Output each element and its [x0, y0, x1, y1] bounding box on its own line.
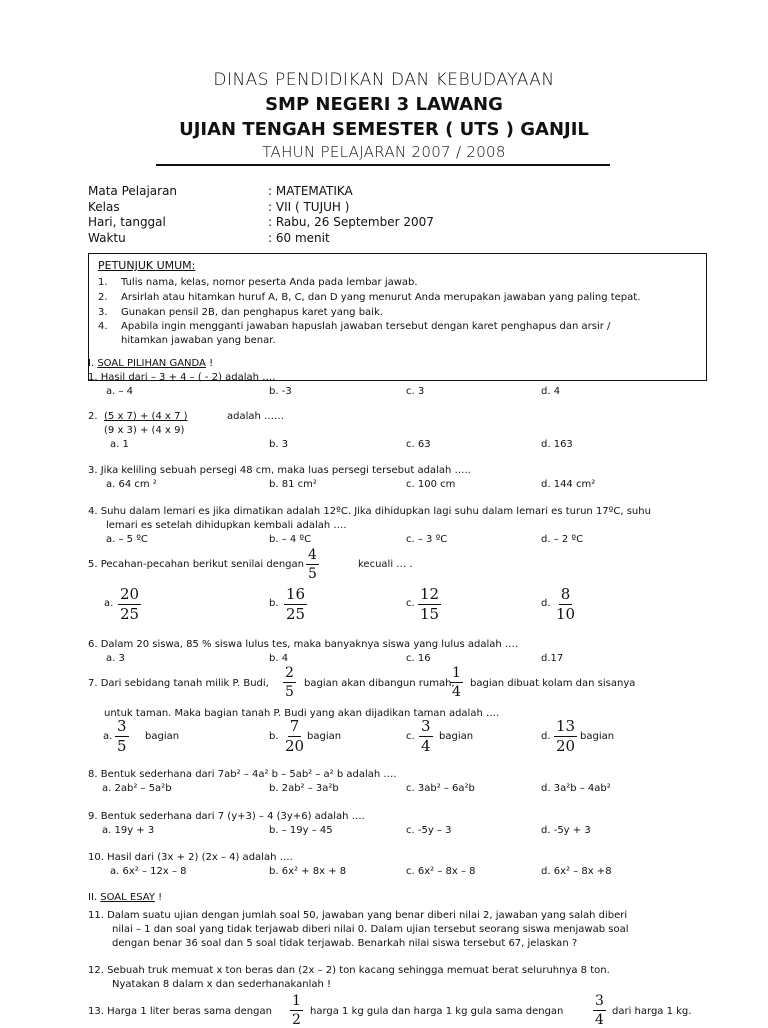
q8-option-d: d. 3a²b – 4ab²	[541, 783, 611, 794]
question-12-line-1: 12. Sebuah truk memuat x ton beras dan (2x – 2) ton kacang sehingga memuat berat seluruhnya 8 ton.	[88, 965, 610, 976]
question-12-line-2: Nyatakan 8 dalam x dan sederhanakanlah !	[112, 979, 332, 990]
fraction-numerator: 1	[292, 993, 301, 1009]
fraction-numerator: 8	[560, 585, 571, 603]
q7-option-a-text: bagian	[145, 731, 180, 742]
question-5-fraction	[306, 548, 319, 581]
fraction-denominator: 25	[120, 605, 140, 623]
q2-option-b: b. 3	[269, 439, 289, 450]
q2-option-c: c. 63	[406, 439, 431, 450]
question-1: 1. Hasil dari – 3 + 4 – ( - 2) adalah ….	[88, 372, 276, 383]
question-2-numerator: (5 x 7) + (4 x 7 )	[104, 411, 188, 422]
q6-option-a: a. 3	[106, 653, 125, 664]
fraction-denominator: 20	[556, 737, 576, 755]
info-label-time: Waktu	[88, 231, 126, 245]
q7-option-c-letter: c.	[406, 731, 415, 742]
q1-option-a: a. – 4	[106, 386, 134, 397]
q7-option-a-letter: a.	[103, 731, 113, 742]
fraction-denominator: 15	[420, 605, 440, 623]
question-13-part-2: harga 1 kg gula dan harga 1 kg gula sama dengan	[310, 1006, 564, 1017]
question-7-fraction-1	[283, 666, 296, 699]
fraction-numerator: 12	[420, 585, 440, 603]
info-value-subject: : MATEMATIKA	[268, 184, 353, 198]
fraction-denominator: 25	[286, 605, 306, 623]
instruction-text: hitamkan jawaban yang benar.	[121, 335, 276, 346]
q1-option-d: d. 4	[541, 386, 561, 397]
q5-option-c-fraction	[418, 587, 441, 622]
q9-option-c: c. -5y – 3	[406, 825, 452, 836]
q6-option-d: d.17	[541, 653, 564, 664]
fraction-numerator: 3	[595, 993, 604, 1009]
q7-option-b-letter: b.	[269, 731, 279, 742]
q9-option-a: a. 19y + 3	[102, 825, 155, 836]
question-6: 6. Dalam 20 siswa, 85 % siswa lulus tes, maka banyaknya siswa yang lulus adalah ….	[88, 639, 519, 650]
q7-option-c-fraction	[419, 719, 433, 754]
question-10: 10. Hasil dari (3x + 2) (2x – 4) adalah ….	[88, 852, 293, 863]
fraction-numerator: 3	[117, 717, 127, 735]
q1-option-c: c. 3	[406, 386, 425, 397]
question-2-tail: adalah ……	[227, 411, 285, 422]
fraction-numerator: 4	[308, 547, 317, 563]
q6-option-b: b. 4	[269, 653, 289, 664]
question-5-tail: kecuali … .	[358, 559, 413, 570]
q5-option-b-fraction	[284, 587, 307, 622]
q5-option-a-letter: a.	[104, 598, 114, 609]
agency-title: DINAS PENDIDIKAN DAN KEBUDAYAAN	[213, 70, 555, 90]
q9-option-d: d. -5y + 3	[541, 825, 591, 836]
question-2-number: 2.	[88, 411, 98, 422]
question-13-part-3: dari harga 1 kg.	[612, 1006, 692, 1017]
instruction-text: Arsirlah atau hitamkan huruf A, B, C, dan D yang menurut Anda merupakan jawaban yang paling tepat.	[121, 292, 641, 303]
fraction-numerator: 13	[556, 717, 576, 735]
instruction-text: Tulis nama, kelas, nomor peserta Anda pada lembar jawab.	[121, 277, 418, 288]
exam-title: UJIAN TENGAH SEMESTER ( UTS ) GANJIL	[179, 119, 589, 140]
fraction-denominator: 4	[595, 1012, 604, 1028]
header-divider	[156, 164, 610, 166]
question-11-line-1: 11. Dalam suatu ujian dengan jumlah soal 50, jawaban yang benar diberi nilai 2, jawaban yang salah diberi	[88, 910, 628, 921]
q3-option-d: d. 144 cm²	[541, 479, 596, 490]
info-label-subject: Mata Pelajaran	[88, 184, 178, 198]
section-2-title: SOAL ESAY	[100, 892, 155, 903]
q7-option-d-text: bagian	[580, 731, 615, 742]
question-3: 3. Jika keliling sebuah persegi 48 cm, maka luas persegi tersebut adalah …..	[88, 465, 471, 476]
instruction-num: 3.	[98, 307, 108, 318]
question-13-fraction-2	[593, 994, 606, 1027]
q7-option-c-text: bagian	[439, 731, 474, 742]
fraction-numerator: 1	[452, 665, 461, 681]
fraction-denominator: 20	[285, 737, 305, 755]
q4-option-a: a. – 5 ºC	[106, 534, 148, 545]
fraction-denominator: 5	[285, 684, 294, 700]
question-9: 9. Bentuk sederhana dari 7 (y+3) – 4 (3y+6) adalah ….	[88, 811, 365, 822]
info-value-date: : Rabu, 26 September 2007	[268, 215, 434, 229]
q9-option-b: b. – 19y – 45	[269, 825, 333, 836]
fraction-denominator: 10	[556, 605, 576, 623]
q8-option-b: b. 2ab² – 3a²b	[269, 783, 339, 794]
question-8: 8. Bentuk sederhana dari 7ab² – 4a² b – 5ab² – a² b adalah ….	[88, 769, 397, 780]
question-7-fraction-2	[450, 666, 463, 699]
q8-option-a: a. 2ab² – 5a²b	[102, 783, 172, 794]
q10-option-b: b. 6x² + 8x + 8	[269, 866, 347, 877]
fraction-denominator: 4	[452, 684, 461, 700]
question-4-line-1: 4. Suhu dalam lemari es jika dimatikan adalah 12ºC. Jika dihidupkan lagi suhu dalam lemari es turun 17ºC, suhu	[88, 506, 651, 517]
question-5: 5. Pecahan-pecahan berikut senilai dengan	[88, 559, 304, 570]
question-7-part-2: bagian akan dibangun rumah,	[304, 678, 455, 689]
q1-option-b: b. -3	[269, 386, 292, 397]
q5-option-c-letter: c.	[406, 598, 415, 609]
q10-option-d: d. 6x² – 8x +8	[541, 866, 612, 877]
q7-option-d-fraction	[554, 719, 577, 754]
q8-option-c: c. 3ab² – 6a²b	[406, 783, 475, 794]
q7-option-a-fraction	[115, 719, 129, 754]
instruction-num: 1.	[98, 277, 108, 288]
q6-option-c: c. 16	[406, 653, 431, 664]
q2-option-a: a. 1	[110, 439, 129, 450]
question-2-denominator: (9 x 3) + (4 x 9)	[104, 425, 185, 436]
q7-option-b-fraction	[283, 719, 306, 754]
fraction-denominator: 4	[421, 737, 431, 755]
question-7-part-1: 7. Dari sebidang tanah milik P. Budi,	[88, 678, 269, 689]
instructions-title: PETUNJUK UMUM:	[98, 259, 196, 272]
fraction-numerator: 3	[421, 717, 431, 735]
section-1-title: SOAL PILIHAN GANDA	[97, 358, 206, 369]
q3-option-c: c. 100 cm	[406, 479, 456, 490]
q5-option-a-fraction	[118, 587, 141, 622]
question-4-line-2: lemari es setelah dihidupkan kembali adalah ….	[106, 520, 347, 531]
q3-option-a: a. 64 cm ²	[106, 479, 157, 490]
question-13-fraction-1	[290, 994, 303, 1027]
q2-option-d: d. 163	[541, 439, 573, 450]
info-label-date: Hari, tanggal	[88, 215, 166, 229]
instruction-num: 2.	[98, 292, 108, 303]
q4-option-d: d. – 2 ºC	[541, 534, 584, 545]
section-1-heading	[88, 358, 213, 369]
fraction-denominator: 5	[117, 737, 127, 755]
section-1-prefix: I.	[88, 358, 98, 369]
academic-year: TAHUN PELAJARAN 2007 / 2008	[262, 143, 506, 161]
section-2-prefix: II.	[88, 892, 101, 903]
section-2-suffix: !	[154, 892, 163, 903]
q7-option-b-text: bagian	[307, 731, 342, 742]
question-11-line-3: dengan benar 36 soal dan 5 soal tidak terjawab. Benarkah nilai siswa tersebut 67, jelaskan ?	[112, 938, 578, 949]
q5-option-d-fraction	[554, 587, 577, 622]
fraction-denominator: 5	[308, 566, 317, 582]
q4-option-b: b. – 4 ºC	[269, 534, 312, 545]
section-2-heading	[88, 892, 162, 903]
instruction-num: 4.	[98, 321, 108, 332]
info-value-time: : 60 menit	[268, 231, 330, 245]
instruction-text: Gunakan pensil 2B, dan penghapus karet yang baik.	[121, 307, 383, 318]
fraction-denominator: 2	[292, 1012, 301, 1028]
info-label-class: Kelas	[88, 200, 120, 214]
q10-option-a: a. 6x² – 12x – 8	[110, 866, 187, 877]
q4-option-c: c. – 3 ºC	[406, 534, 448, 545]
question-7-part-3: bagian dibuat kolam dan sisanya	[470, 678, 636, 689]
fraction-numerator: 16	[286, 585, 306, 603]
q7-option-d-letter: d.	[541, 731, 551, 742]
question-7-line-2: untuk taman. Maka bagian tanah P. Budi yang akan dijadikan taman adalah ….	[104, 708, 500, 719]
fraction-numerator: 7	[289, 717, 300, 735]
info-value-class: : VII ( TUJUH )	[268, 200, 350, 214]
q5-option-d-letter: d.	[541, 598, 551, 609]
fraction-numerator: 20	[120, 585, 140, 603]
instruction-text: Apabila ingin mengganti jawaban hapuslah jawaban tersebut dengan karet penghapus dan arsir /	[121, 321, 611, 332]
question-13-part-1: 13. Harga 1 liter beras sama dengan	[88, 1006, 272, 1017]
question-11-line-2: nilai – 1 dan soal yang tidak terjawab diberi nilai 0. Dalam ujian tersebut seorang siswa menjawab soal	[112, 924, 629, 935]
q5-option-b-letter: b.	[269, 598, 279, 609]
q10-option-c: c. 6x² – 8x – 8	[406, 866, 476, 877]
section-1-suffix: !	[205, 358, 214, 369]
school-name: SMP NEGERI 3 LAWANG	[265, 94, 503, 115]
fraction-numerator: 2	[285, 665, 294, 681]
q3-option-b: b. 81 cm²	[269, 479, 317, 490]
